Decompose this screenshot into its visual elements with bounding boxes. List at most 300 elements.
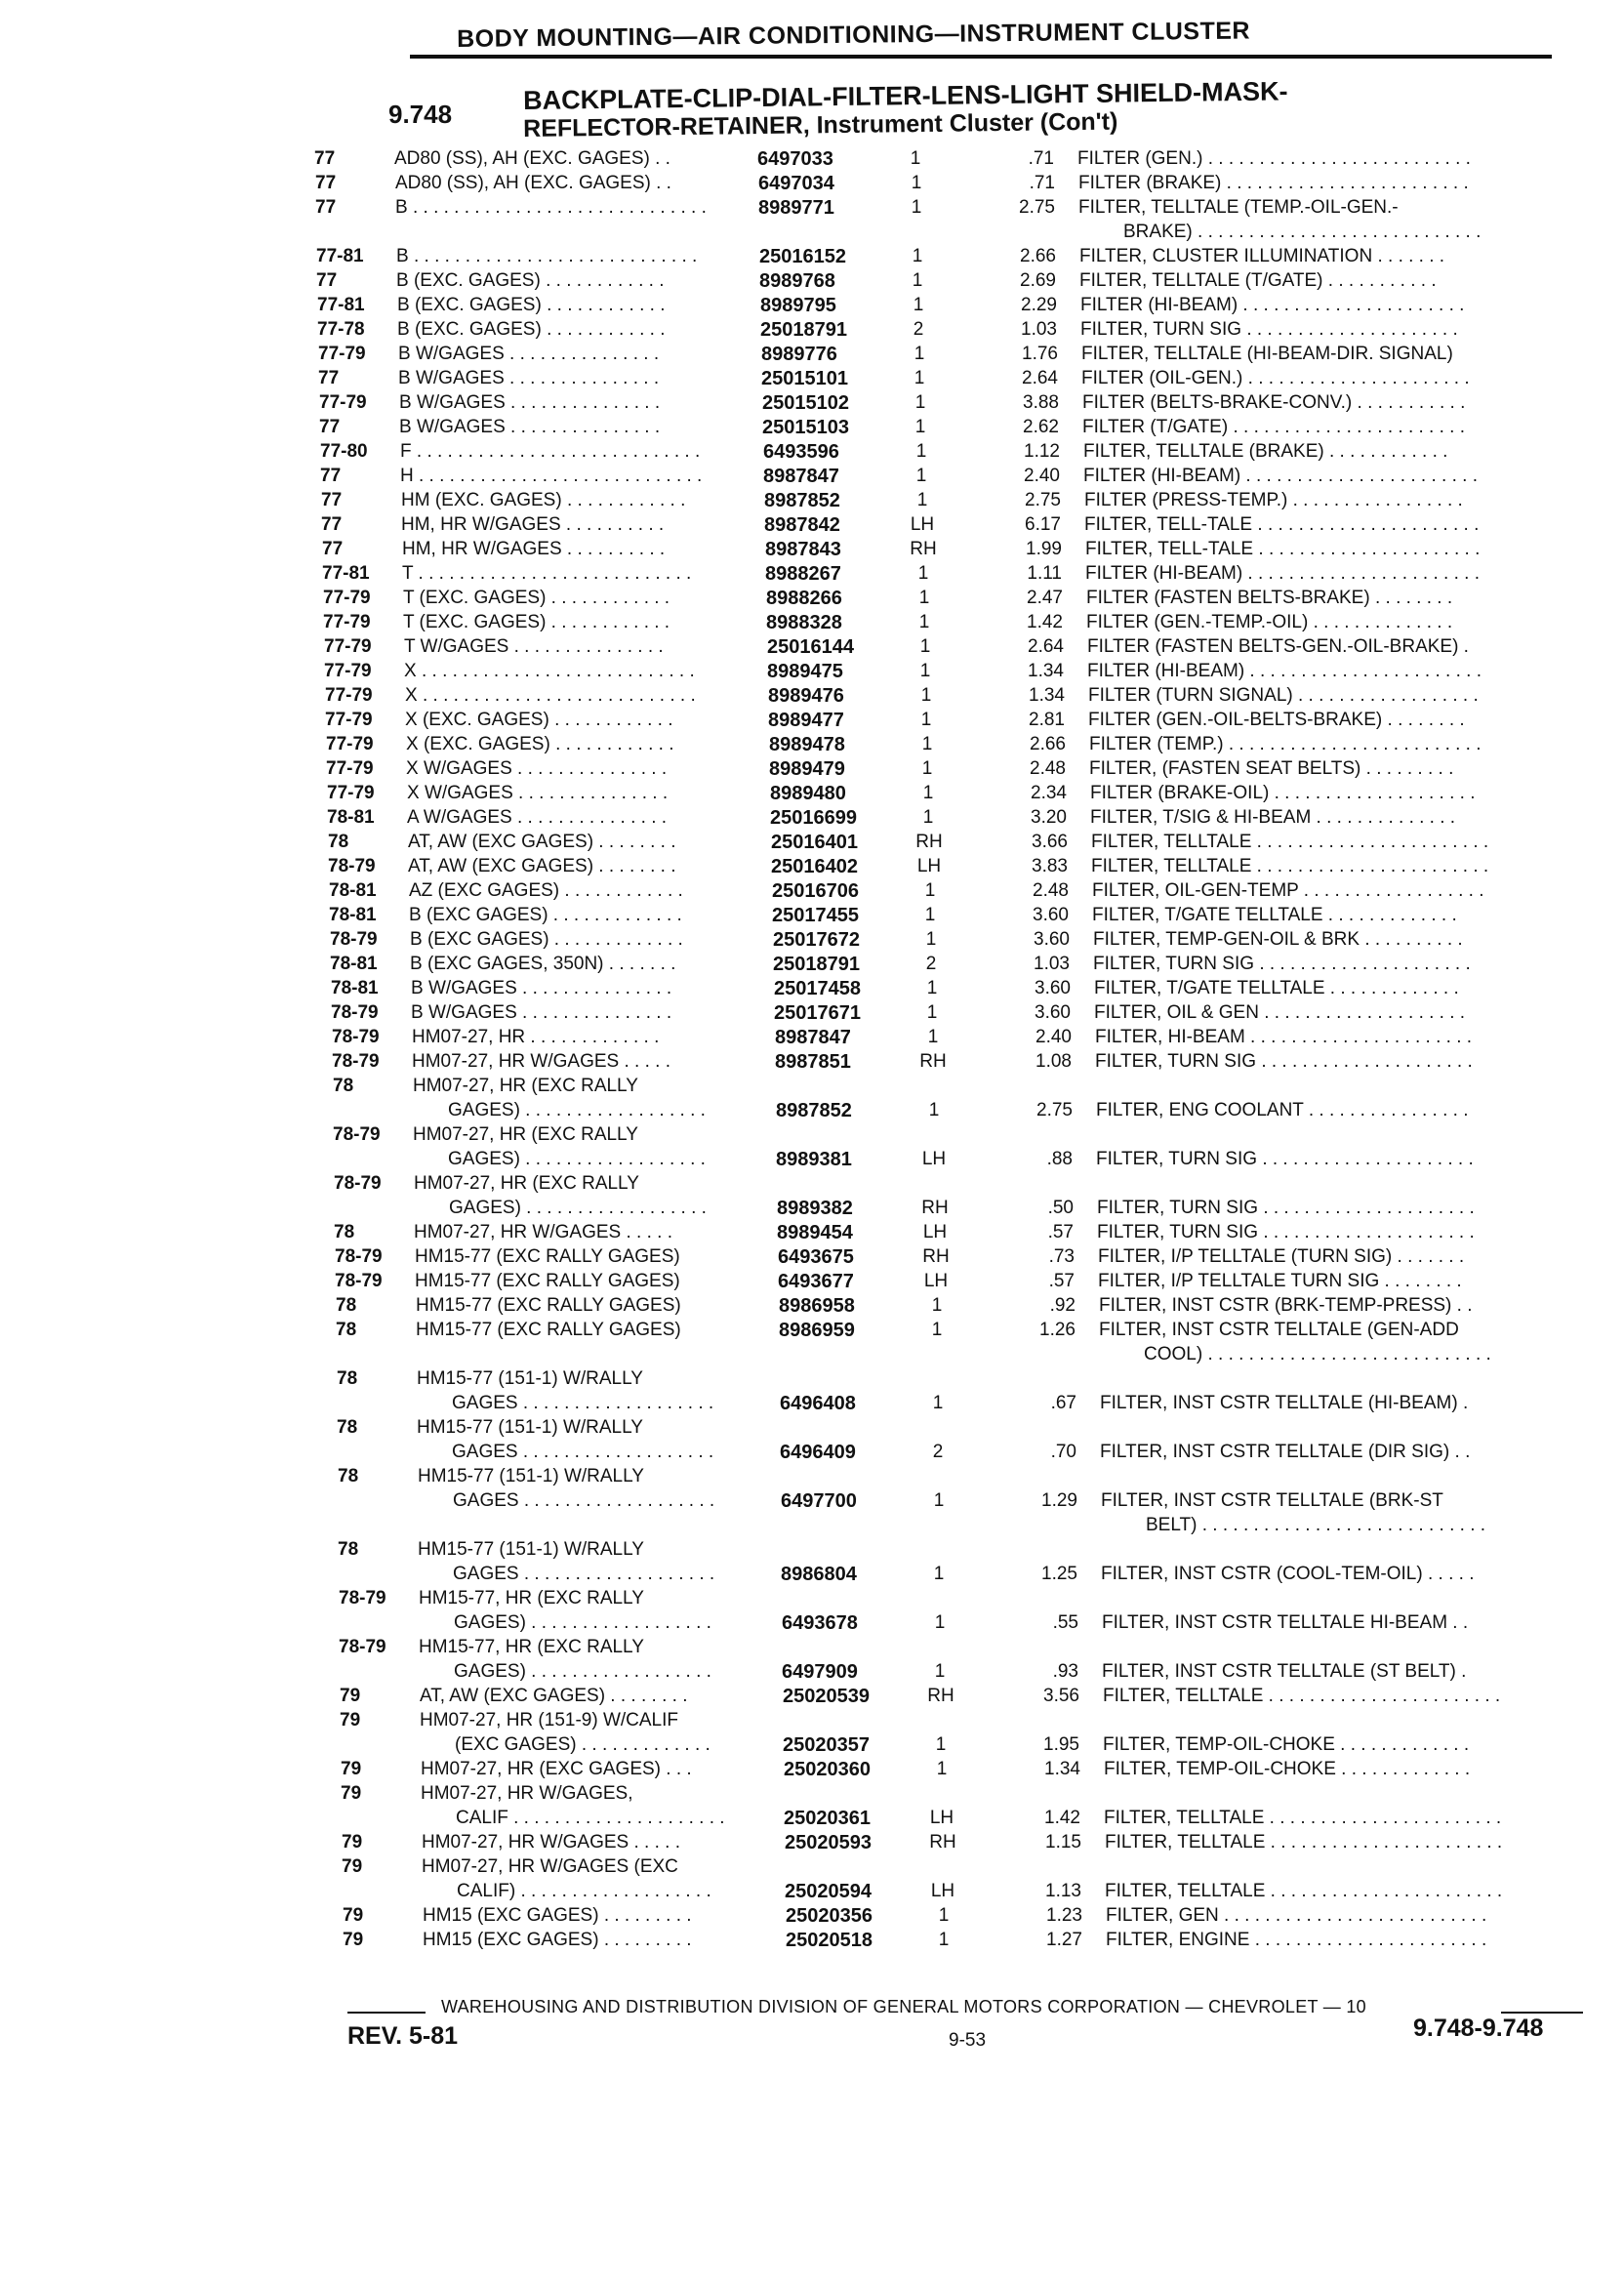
model-description-cont: GAGES) . . . . . . . . . . . . . . . . . . xyxy=(448,1100,706,1120)
model-description: T . . . . . . . . . . . . . . . . . . . . . . . . . . . xyxy=(402,563,692,584)
quantity: RH xyxy=(910,539,937,559)
price: 1.34 xyxy=(1029,685,1065,706)
model-year: 78-79 xyxy=(328,856,376,876)
model-description: HM15-77, HR (EXC RALLY xyxy=(419,1637,644,1657)
price: .88 xyxy=(1046,1149,1073,1169)
model-year: 79 xyxy=(342,1856,363,1877)
quantity: 1 xyxy=(921,758,933,779)
model-description: HM07-27, HR (EXC RALLY xyxy=(413,1076,638,1096)
model-description: B . . . . . . . . . . . . . . . . . . . . . . . . . . . . xyxy=(396,246,698,266)
part-number: 6493596 xyxy=(763,441,839,463)
model-description: HM15-77 (EXC RALLY GAGES) xyxy=(416,1295,681,1316)
part-name: FILTER, TEMP-OIL-CHOKE . . . . . . . . . . . . . xyxy=(1103,1734,1470,1755)
model-year: 77-81 xyxy=(316,246,364,266)
quantity: 1 xyxy=(918,588,930,608)
part-number: 25016706 xyxy=(772,880,859,902)
price: 1.23 xyxy=(1046,1905,1082,1926)
model-year: 79 xyxy=(342,1832,363,1852)
model-description: HM07-27, HR (151-9) W/CALIF xyxy=(420,1710,679,1730)
part-name: FILTER, T/GATE TELLTALE . . . . . . . . . . . . . xyxy=(1094,978,1459,998)
quantity: RH xyxy=(915,832,943,852)
part-number: 8988328 xyxy=(766,612,842,633)
model-year: 78 xyxy=(337,1417,358,1438)
quantity: RH xyxy=(919,1051,947,1072)
part-name: FILTER, TELLTALE . . . . . . . . . . . . . . . . . . . . . . . xyxy=(1105,1832,1503,1852)
quantity: LH xyxy=(921,1149,947,1169)
part-number: 6493677 xyxy=(778,1271,854,1292)
part-number: 6497033 xyxy=(757,148,833,170)
part-name: FILTER, TURN SIG . . . . . . . . . . . . . . . . . . . . . xyxy=(1080,319,1458,340)
model-year: 78-79 xyxy=(339,1637,386,1657)
part-name: FILTER (OIL-GEN.) . . . . . . . . . . . . . . . . . . . . . . xyxy=(1081,368,1470,388)
model-year: 77 xyxy=(320,466,342,486)
part-name: FILTER (BELTS-BRAKE-CONV.) . . . . . . . . . . . xyxy=(1082,392,1466,413)
model-description-cont: GAGES) . . . . . . . . . . . . . . . . . . xyxy=(454,1661,711,1682)
part-number: 8989478 xyxy=(769,734,845,755)
quantity: 1 xyxy=(927,1027,939,1047)
part-number: 8989475 xyxy=(767,661,843,682)
section-title-line1: BACKPLATE-CLIP-DIAL-FILTER-LENS-LIGHT SHIELD-MASK- xyxy=(523,76,1288,115)
part-name: FILTER, INST CSTR (COOL-TEM-OIL) . . . . . xyxy=(1101,1564,1475,1584)
part-name: FILTER (FASTEN BELTS-GEN.-OIL-BRAKE) . xyxy=(1087,636,1469,657)
quantity: 1 xyxy=(914,344,925,364)
part-number: 25015101 xyxy=(761,368,848,389)
part-name: FILTER, TELLTALE . . . . . . . . . . . . . . . . . . . . . . . xyxy=(1091,832,1489,852)
part-number: 6497700 xyxy=(781,1490,857,1512)
part-name: FILTER, TELLTALE . . . . . . . . . . . . . . . . . . . . . . . xyxy=(1103,1686,1501,1706)
price: .71 xyxy=(1029,173,1055,193)
model-description: HM15-77 (151-1) W/RALLY xyxy=(417,1417,643,1438)
part-name: FILTER, I/P TELLTALE TURN SIG . . . . . . . . xyxy=(1098,1271,1462,1291)
model-description: HM (EXC. GAGES) . . . . . . . . . . . . xyxy=(401,490,686,510)
model-year: 78-79 xyxy=(332,1027,380,1047)
model-description: HM07-27, HR W/GAGES, xyxy=(421,1783,633,1804)
quantity: LH xyxy=(910,514,935,535)
part-name: FILTER, TEMP-GEN-OIL & BRK . . . . . . . . . . xyxy=(1093,929,1463,950)
part-number: 8987847 xyxy=(763,466,839,487)
model-year: 77-79 xyxy=(326,734,374,754)
price: 1.15 xyxy=(1045,1832,1081,1852)
price: 3.83 xyxy=(1032,856,1068,876)
part-number: 25017455 xyxy=(772,905,859,926)
model-year: 78-79 xyxy=(333,1124,381,1145)
model-description: X . . . . . . . . . . . . . . . . . . . . . . . . . . . xyxy=(405,685,696,706)
part-number: 8989382 xyxy=(777,1198,853,1219)
part-number: 8987852 xyxy=(764,490,840,511)
price: 2.69 xyxy=(1020,270,1056,291)
model-description: B W/GAGES . . . . . . . . . . . . . . . xyxy=(398,368,660,388)
model-year: 78-79 xyxy=(339,1588,386,1608)
price: .92 xyxy=(1049,1295,1076,1316)
model-description: B W/GAGES . . . . . . . . . . . . . . . xyxy=(399,417,661,437)
part-number: 8987851 xyxy=(775,1051,851,1073)
part-name: FILTER, TELLTALE (T/GATE) . . . . . . . . . . . xyxy=(1079,270,1437,291)
quantity: 1 xyxy=(912,270,923,291)
quantity: 1 xyxy=(926,978,938,998)
quantity: LH xyxy=(916,856,942,876)
part-number: 8987847 xyxy=(775,1027,851,1048)
model-year: 78-79 xyxy=(335,1271,383,1291)
model-description: T (EXC. GAGES) . . . . . . . . . . . . xyxy=(403,588,670,608)
model-description: X (EXC. GAGES) . . . . . . . . . . . . xyxy=(405,710,673,730)
model-description-cont: GAGES) . . . . . . . . . . . . . . . . . . xyxy=(448,1149,706,1169)
model-description-cont: GAGES . . . . . . . . . . . . . . . . . . . xyxy=(452,1393,714,1413)
model-description: HM15-77 (EXC RALLY GAGES) xyxy=(416,1320,681,1340)
part-name: FILTER (PRESS-TEMP.) . . . . . . . . . . . . . . . . . xyxy=(1084,490,1463,510)
quantity: 2 xyxy=(913,319,924,340)
part-name: FILTER, HI-BEAM . . . . . . . . . . . . . . . . . . . . . . xyxy=(1095,1027,1473,1047)
price: 1.42 xyxy=(1027,612,1063,632)
section-title-line2: REFLECTOR-RETAINER, Instrument Cluster (Con't) xyxy=(523,107,1118,142)
model-description: HM, HR W/GAGES . . . . . . . . . . xyxy=(401,514,665,535)
model-year: 79 xyxy=(341,1759,362,1779)
quantity: 1 xyxy=(933,1564,945,1584)
model-year: 77-81 xyxy=(317,295,365,315)
model-description: HM15 (EXC GAGES) . . . . . . . . . xyxy=(423,1905,692,1926)
model-description: AT, AW (EXC GAGES) . . . . . . . . xyxy=(408,856,676,876)
part-number: 25017671 xyxy=(774,1002,861,1024)
part-number: 8989795 xyxy=(760,295,836,316)
quantity: 1 xyxy=(916,490,928,510)
quantity: 1 xyxy=(912,246,923,266)
part-number: 25018791 xyxy=(760,319,847,341)
model-year: 77-79 xyxy=(324,636,372,657)
model-description-cont: CALIF . . . . . . . . . . . . . . . . . . . . . xyxy=(456,1808,725,1828)
quantity: 1 xyxy=(919,661,931,681)
part-name: FILTER (BRAKE-OIL) . . . . . . . . . . . . . . . . . . . . xyxy=(1090,783,1476,803)
part-name: FILTER, TELLTALE (HI-BEAM-DIR. SIGNAL) xyxy=(1081,344,1453,364)
quantity: LH xyxy=(930,1881,955,1901)
price: 1.25 xyxy=(1041,1564,1077,1584)
quantity: 1 xyxy=(915,441,927,462)
price: 1.03 xyxy=(1021,319,1057,340)
quantity: 1 xyxy=(932,1393,944,1413)
part-number: 25017672 xyxy=(773,929,860,951)
price: 2.75 xyxy=(1019,197,1055,218)
price: .67 xyxy=(1050,1393,1076,1413)
model-description: T (EXC. GAGES) . . . . . . . . . . . . xyxy=(403,612,670,632)
price: 2.40 xyxy=(1035,1027,1072,1047)
section-number: 9.748 xyxy=(388,100,453,129)
part-number: 8987842 xyxy=(764,514,840,536)
part-number: 8989768 xyxy=(759,270,835,292)
part-name: FILTER (TURN SIGNAL) . . . . . . . . . . . . . . . . . . xyxy=(1088,685,1479,706)
model-year: 78-81 xyxy=(329,880,377,901)
part-name: FILTER, INST CSTR TELLTALE (DIR SIG) . . xyxy=(1100,1442,1471,1462)
model-year: 78 xyxy=(336,1320,357,1340)
model-description-cont: (EXC GAGES) . . . . . . . . . . . . . xyxy=(455,1734,710,1755)
part-number: 6497909 xyxy=(782,1661,858,1683)
quantity: 2 xyxy=(925,954,937,974)
price: 2.66 xyxy=(1030,734,1066,754)
part-name: FILTER, OIL & GEN . . . . . . . . . . . . . . . . . . . . xyxy=(1094,1002,1466,1023)
price: .50 xyxy=(1047,1198,1074,1218)
price: .70 xyxy=(1050,1442,1076,1462)
quantity: 1 xyxy=(917,563,929,584)
quantity: 1 xyxy=(921,734,933,754)
part-number: 8989477 xyxy=(768,710,844,731)
part-number: 25015102 xyxy=(762,392,849,414)
part-number: 8989480 xyxy=(770,783,846,804)
price: .57 xyxy=(1048,1271,1075,1291)
part-number: 25020593 xyxy=(785,1832,872,1853)
price: 1.08 xyxy=(1035,1051,1072,1072)
part-name: FILTER, TEMP-OIL-CHOKE . . . . . . . . . . . . . xyxy=(1104,1759,1471,1779)
quantity: 1 xyxy=(925,929,937,950)
model-year: 77-79 xyxy=(319,392,367,413)
part-name: FILTER, TELLTALE (BRAKE) . . . . . . . . . . . . xyxy=(1083,441,1448,462)
model-description: HM15-77 (151-1) W/RALLY xyxy=(417,1368,643,1389)
model-description: AD80 (SS), AH (EXC. GAGES) . . xyxy=(395,173,671,193)
model-description: HM, HR W/GAGES . . . . . . . . . . xyxy=(402,539,666,559)
quantity: 1 xyxy=(934,1612,946,1633)
model-description: HM07-27, HR (EXC GAGES) . . . xyxy=(421,1759,692,1779)
model-description: HM15-77 (151-1) W/RALLY xyxy=(418,1539,644,1560)
model-year: 79 xyxy=(343,1905,364,1926)
model-description: B W/GAGES . . . . . . . . . . . . . . . xyxy=(399,392,661,413)
price: 1.12 xyxy=(1024,441,1060,462)
part-number: 8989454 xyxy=(777,1222,853,1243)
quantity: 1 xyxy=(911,173,922,193)
model-year: 78 xyxy=(334,1222,355,1242)
part-name: FILTER, TELLTALE . . . . . . . . . . . . . . . . . . . . . . . xyxy=(1091,856,1489,876)
price: 2.48 xyxy=(1033,880,1069,901)
quantity: 1 xyxy=(911,197,922,218)
model-description: F . . . . . . . . . . . . . . . . . . . . . . . . . . . . xyxy=(400,441,701,462)
part-number: 8989479 xyxy=(769,758,845,780)
quantity: 1 xyxy=(922,783,934,803)
part-name: FILTER (TEMP.) . . . . . . . . . . . . . . . . . . . . . . . . . xyxy=(1089,734,1482,754)
part-number: 8989381 xyxy=(776,1149,852,1170)
model-description: AZ (EXC GAGES) . . . . . . . . . . . . xyxy=(409,880,683,901)
part-name: FILTER (HI-BEAM) . . . . . . . . . . . . . . . . . . . . . . . xyxy=(1083,466,1478,486)
quantity: 1 xyxy=(920,710,932,730)
quantity: LH xyxy=(929,1808,954,1828)
part-name: FILTER, T/GATE TELLTALE . . . . . . . . . . . . . xyxy=(1092,905,1457,925)
model-year: 78 xyxy=(336,1295,357,1316)
model-description: HM07-27, HR W/GAGES . . . . . xyxy=(414,1222,672,1242)
quantity: 2 xyxy=(932,1442,944,1462)
model-description: A W/GAGES . . . . . . . . . . . . . . . xyxy=(407,807,668,828)
model-year: 77-79 xyxy=(325,710,373,730)
part-name: FILTER, TELLTALE . . . . . . . . . . . . . . . . . . . . . . . xyxy=(1104,1808,1502,1828)
price: .55 xyxy=(1052,1612,1078,1633)
model-year: 77 xyxy=(316,270,338,291)
price: 3.20 xyxy=(1031,807,1067,828)
part-name: FILTER, (FASTEN SEAT BELTS) . . . . . . . . . xyxy=(1089,758,1454,779)
part-name: FILTER (BRAKE) . . . . . . . . . . . . . . . . . . . . . . . . xyxy=(1078,173,1469,193)
model-year: 78-81 xyxy=(331,978,379,998)
price: 2.81 xyxy=(1029,710,1065,730)
model-description-cont: GAGES) . . . . . . . . . . . . . . . . . . xyxy=(454,1612,711,1633)
part-number: 6496408 xyxy=(780,1393,856,1414)
price: 3.60 xyxy=(1034,929,1070,950)
part-number: 8988266 xyxy=(766,588,842,609)
model-year: 78-79 xyxy=(332,1051,380,1072)
part-number: 25016402 xyxy=(771,856,858,877)
model-description: AT, AW (EXC GAGES) . . . . . . . . xyxy=(420,1686,688,1706)
model-description: AT, AW (EXC GAGES) . . . . . . . . xyxy=(408,832,676,852)
quantity: RH xyxy=(929,1832,956,1852)
part-name: FILTER (HI-BEAM) . . . . . . . . . . . . . . . . . . . . . . . xyxy=(1085,563,1480,584)
model-description: AD80 (SS), AH (EXC. GAGES) . . xyxy=(394,148,670,169)
model-description: HM07-27, HR W/GAGES . . . . . xyxy=(412,1051,670,1072)
model-description: HM15-77 (EXC RALLY GAGES) xyxy=(415,1271,680,1291)
part-number: 25020357 xyxy=(783,1734,870,1756)
price: 1.76 xyxy=(1022,344,1058,364)
model-description: B W/GAGES . . . . . . . . . . . . . . . xyxy=(411,978,672,998)
quantity: 1 xyxy=(934,1661,946,1682)
quantity: 1 xyxy=(928,1100,940,1120)
part-number: 25020539 xyxy=(783,1686,870,1707)
model-description: B (EXC GAGES, 350N) . . . . . . . xyxy=(410,954,676,974)
part-number: 8989771 xyxy=(758,197,834,219)
model-description-cont: GAGES . . . . . . . . . . . . . . . . . . . xyxy=(453,1564,715,1584)
part-name: FILTER, OIL-GEN-TEMP . . . . . . . . . . . . . . . . . . xyxy=(1092,880,1484,901)
part-name: FILTER, TURN SIG . . . . . . . . . . . . . . . . . . . . . xyxy=(1093,954,1471,974)
quantity: LH xyxy=(922,1222,948,1242)
model-description: B . . . . . . . . . . . . . . . . . . . . . . . . . . . . . xyxy=(395,197,707,218)
part-name: FILTER, INST CSTR TELLTALE HI-BEAM . . xyxy=(1102,1612,1469,1633)
price: 2.75 xyxy=(1025,490,1061,510)
price: 2.47 xyxy=(1027,588,1063,608)
part-name: FILTER (GEN.) . . . . . . . . . . . . . . . . . . . . . . . . . . xyxy=(1077,148,1471,169)
part-name: FILTER, TURN SIG . . . . . . . . . . . . . . . . . . . . . xyxy=(1097,1222,1475,1242)
model-description: HM07-27, HR W/GAGES . . . . . xyxy=(422,1832,680,1852)
quantity: 1 xyxy=(931,1295,943,1316)
quantity: 1 xyxy=(914,417,926,437)
model-description: B (EXC. GAGES) . . . . . . . . . . . . xyxy=(397,319,666,340)
model-description: B W/GAGES . . . . . . . . . . . . . . . xyxy=(411,1002,672,1023)
model-description: X W/GAGES . . . . . . . . . . . . . . . xyxy=(407,783,669,803)
model-description: T W/GAGES . . . . . . . . . . . . . . . xyxy=(404,636,664,657)
quantity: 1 xyxy=(915,466,927,486)
part-name: FILTER, TELL-TALE . . . . . . . . . . . . . . . . . . . . . . xyxy=(1085,539,1481,559)
price: 2.64 xyxy=(1028,636,1064,657)
price: 3.60 xyxy=(1033,905,1069,925)
model-year: 77-79 xyxy=(327,783,375,803)
model-year: 78-81 xyxy=(327,807,375,828)
part-name: FILTER (T/GATE) . . . . . . . . . . . . . . . . . . . . . . . xyxy=(1082,417,1466,437)
quantity: RH xyxy=(922,1246,950,1267)
model-year: 78-79 xyxy=(335,1246,383,1267)
quantity: 1 xyxy=(938,1930,950,1950)
model-year: 77-79 xyxy=(326,758,374,779)
part-number: 25015103 xyxy=(762,417,849,438)
footer-rule-left xyxy=(347,2012,426,2014)
page-header-title: BODY MOUNTING—AIR CONDITIONING—INSTRUMENT CLUSTER xyxy=(457,17,1251,53)
model-description: X . . . . . . . . . . . . . . . . . . . . . . . . . . . xyxy=(404,661,695,681)
model-description-cont: CALIF) . . . . . . . . . . . . . . . . . . . xyxy=(457,1881,711,1901)
model-description: HM07-27, HR (EXC RALLY xyxy=(414,1173,639,1194)
model-description: HM15-77 (151-1) W/RALLY xyxy=(418,1466,644,1486)
model-year: 78 xyxy=(338,1539,359,1560)
part-number: 25016401 xyxy=(771,832,858,853)
footer-division-text: WAREHOUSING AND DISTRIBUTION DIVISION OF GENERAL MOTORS CORPORATION — CHEVROLET — 10 xyxy=(441,1997,1366,2016)
model-description: B (EXC. GAGES) . . . . . . . . . . . . xyxy=(397,295,666,315)
model-year: 78 xyxy=(338,1466,359,1486)
part-name: FILTER, CLUSTER ILLUMINATION . . . . . . . xyxy=(1079,246,1445,266)
price: 3.60 xyxy=(1035,1002,1071,1023)
price: 1.95 xyxy=(1043,1734,1079,1755)
part-number: 6497034 xyxy=(758,173,834,194)
quantity: 1 xyxy=(926,1002,938,1023)
part-name: FILTER, TELLTALE (TEMP.-OIL-GEN.- xyxy=(1078,197,1399,218)
price: 3.56 xyxy=(1043,1686,1079,1706)
model-year: 77 xyxy=(321,490,343,510)
price: 3.88 xyxy=(1023,392,1059,413)
part-number: 8989776 xyxy=(761,344,837,365)
model-description: B W/GAGES . . . . . . . . . . . . . . . xyxy=(398,344,660,364)
model-description-cont: GAGES) . . . . . . . . . . . . . . . . . . xyxy=(449,1198,707,1218)
part-number: 25016152 xyxy=(759,246,846,267)
quantity: 1 xyxy=(910,148,921,169)
part-name: FILTER, INST CSTR TELLTALE (ST BELT) . xyxy=(1102,1661,1467,1682)
model-year: 77-81 xyxy=(322,563,370,584)
model-year: 77 xyxy=(315,173,337,193)
model-year: 78-79 xyxy=(330,929,378,950)
price: 1.99 xyxy=(1026,539,1062,559)
price: 1.34 xyxy=(1028,661,1064,681)
part-name: FILTER, I/P TELLTALE (TURN SIG) . . . . . . . xyxy=(1098,1246,1465,1267)
part-number: 25016699 xyxy=(770,807,857,829)
price: .57 xyxy=(1047,1222,1074,1242)
part-name: FILTER, GEN . . . . . . . . . . . . . . . . . . . . . . . . . . xyxy=(1106,1905,1487,1926)
model-year: 79 xyxy=(341,1783,362,1804)
model-year: 77-79 xyxy=(318,344,366,364)
price: 2.29 xyxy=(1021,295,1057,315)
quantity: 1 xyxy=(938,1905,950,1926)
part-name: FILTER, T/SIG & HI-BEAM . . . . . . . . . . . . . . xyxy=(1090,807,1456,828)
model-description-cont: GAGES . . . . . . . . . . . . . . . . . . . xyxy=(452,1442,714,1462)
quantity: 1 xyxy=(924,880,936,901)
model-description-cont: GAGES . . . . . . . . . . . . . . . . . . . xyxy=(453,1490,715,1511)
price: .73 xyxy=(1048,1246,1075,1267)
model-year: 77-78 xyxy=(317,319,365,340)
price: 2.64 xyxy=(1022,368,1058,388)
part-name: FILTER, TELL-TALE . . . . . . . . . . . . . . . . . . . . . . xyxy=(1084,514,1480,535)
quantity: 1 xyxy=(914,392,926,413)
price: 2.62 xyxy=(1023,417,1059,437)
price: 3.60 xyxy=(1035,978,1071,998)
part-number: 6496409 xyxy=(780,1442,856,1463)
model-year: 78 xyxy=(337,1368,358,1389)
part-name-cont: COOL) . . . . . . . . . . . . . . . . . . . . . . . . . . . . xyxy=(1144,1344,1491,1364)
part-name: FILTER, TURN SIG . . . . . . . . . . . . . . . . . . . . . xyxy=(1097,1198,1475,1218)
part-number: 6493675 xyxy=(778,1246,854,1268)
part-number: 25016144 xyxy=(767,636,854,658)
part-number: 25020361 xyxy=(784,1808,871,1829)
part-name: FILTER (FASTEN BELTS-BRAKE) . . . . . . . . xyxy=(1086,588,1453,608)
price: 1.03 xyxy=(1034,954,1070,974)
model-description: HM07-27, HR . . . . . . . . . . . . . xyxy=(412,1027,660,1047)
price: 1.29 xyxy=(1041,1490,1077,1511)
model-description: B (EXC GAGES) . . . . . . . . . . . . . xyxy=(409,905,682,925)
model-description: H . . . . . . . . . . . . . . . . . . . . . . . . . . . . xyxy=(400,466,703,486)
part-number: 8988267 xyxy=(765,563,841,585)
part-name: FILTER (GEN.-TEMP.-OIL) . . . . . . . . . . . . . . xyxy=(1086,612,1453,632)
model-year: 77 xyxy=(318,368,340,388)
model-description: B (EXC GAGES) . . . . . . . . . . . . . xyxy=(410,929,683,950)
part-name: FILTER, INST CSTR TELLTALE (BRK-ST xyxy=(1101,1490,1443,1511)
quantity: 1 xyxy=(920,685,932,706)
price: 1.42 xyxy=(1044,1808,1080,1828)
part-name: FILTER, INST CSTR TELLTALE (GEN-ADD xyxy=(1099,1320,1459,1340)
price: 1.13 xyxy=(1045,1881,1081,1901)
model-year: 77 xyxy=(322,539,344,559)
quantity: 1 xyxy=(931,1320,943,1340)
price: 1.26 xyxy=(1039,1320,1076,1340)
